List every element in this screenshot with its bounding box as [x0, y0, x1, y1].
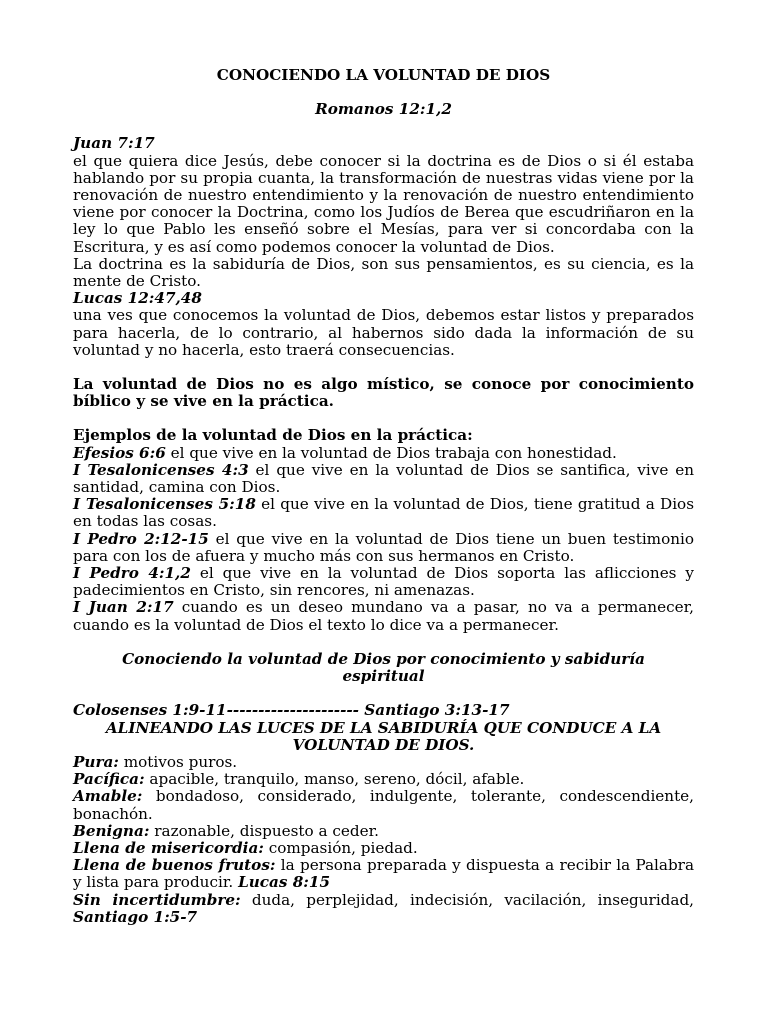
wisdom-list: [73, 754, 694, 926]
juan-paragraph: el que quiera dice Jesús, debe conocer si la doctrina es de Dios o si él estaba hablando por su propia cuanta, la transformación de nuestras vidas viene por la renovación de nuestro entendimiento y la renovación de nuestro entendimiento viene por conocer la Doctrina, como los Judíos de Berea que escudriñaron en la ley lo que Pablo les enseñó sobre el Mesías, para ver si concordaba con la Escritura, y es así como podemos conocer la voluntad de Dios.: [73, 151, 694, 256]
document-title: CONOCIENDO LA VOLUNTAD DE DIOS: [216, 66, 551, 84]
example-text: el que vive en la voluntad de Dios se santifica, vive en santidad, camina con Dios.: [73, 460, 694, 497]
wisdom-text: la persona preparada y dispuesta a recibir la Palabra y lista para producir.: [73, 856, 694, 892]
example-item: [73, 462, 694, 496]
subtitle-reference: Romanos 12:1,2: [315, 100, 452, 119]
wisdom-reference: Santiago 1:5-7: [73, 907, 198, 926]
example-item: [73, 599, 694, 633]
wisdom-text: razonable, dispuesto a ceder.: [149, 821, 380, 840]
example-text: el que vive en la voluntad de Dios, tiene gratitud a Dios en todas las cosas.: [73, 495, 694, 531]
example-item: [73, 531, 694, 565]
wisdom-text: apacible, tranquilo, manso, sereno, dócil, afable.: [144, 770, 525, 789]
wisdom-item-frutos: [73, 857, 694, 891]
scripture-references-line: Colosenses 1:9-11--------------------- Santiago 3:13-17: [73, 701, 510, 720]
example-reference: I Pedro 4:1,2: [73, 564, 191, 583]
section-title: Conociendo la voluntad de Dios por conocimiento y sabiduría espiritual: [122, 649, 645, 686]
wisdom-term: Pacífica:: [73, 770, 145, 789]
example-reference: I Pedro 2:12-15: [73, 529, 209, 548]
wisdom-item-pura: [73, 754, 694, 771]
wisdom-item-misericordia: [73, 840, 694, 857]
wisdom-reference: Lucas 8:15: [238, 873, 331, 892]
doctrina-paragraph: La doctrina es la sabiduría de Dios, son sus pensamientos, es su ciencia, es la mente de Cristo.: [73, 254, 694, 291]
juan-reference: Juan 7:17: [73, 134, 155, 153]
example-text: cuando es un deseo mundano va a pasar, no va a permanecer, cuando es la voluntad de Dios el texto lo dice va a permanecer.: [73, 598, 694, 634]
wisdom-text: motivos puros.: [118, 752, 238, 771]
wisdom-term: Sin incertidumbre:: [73, 890, 241, 909]
wisdom-item-amable: [73, 788, 694, 822]
wisdom-term: Llena de buenos frutos:: [73, 856, 276, 875]
example-item: [73, 565, 694, 599]
example-text: el que vive en la voluntad de Dios soporta las aflicciones y padecimientos en Cristo, sin rencores, ni amenazas.: [73, 564, 694, 600]
example-text: el que vive en la voluntad de Dios trabaja con honestidad.: [165, 443, 617, 462]
wisdom-text: bondadoso, considerado, indulgente, tolerante, condescendiente, bonachón.: [73, 787, 694, 823]
lucas-reference: Lucas 12:47,48: [73, 289, 202, 308]
example-text: el que vive en la voluntad de Dios tiene un buen testimonio para con los de afuera y mucho más con sus hermanos en Cristo.: [73, 529, 695, 565]
example-reference: I Tesalonicenses 5:18: [73, 495, 256, 514]
wisdom-text: duda, perplejidad, indecisión, vacilación, inseguridad,: [240, 890, 695, 909]
example-reference: Efesios 6:6: [73, 443, 166, 462]
wisdom-item-incertidumbre: [73, 892, 694, 926]
key-statement: La voluntad de Dios no es algo místico, se conoce por conocimiento bíblico y se vive en la práctica.: [73, 375, 694, 411]
wisdom-term: Pura:: [73, 752, 119, 771]
wisdom-text: compasión, piedad.: [263, 838, 418, 857]
wisdom-term: Amable:: [73, 787, 143, 806]
examples-list: [73, 445, 694, 634]
example-reference: I Juan 2:17: [73, 598, 174, 617]
example-item: [73, 445, 694, 462]
wisdom-item-pacifica: [73, 771, 694, 788]
example-reference: I Tesalonicenses 4:3: [73, 460, 249, 479]
alignment-title: ALINEANDO LAS LUCES DE LA SABIDURÍA QUE CONDUCE A LA VOLUNTAD DE DIOS.: [105, 718, 662, 754]
wisdom-term: Llena de misericordia:: [73, 838, 264, 857]
examples-heading: Ejemplos de la voluntad de Dios en la práctica:: [73, 426, 473, 445]
wisdom-item-benigna: [73, 823, 694, 840]
wisdom-term: Benigna:: [73, 821, 150, 840]
example-item: [73, 496, 694, 530]
lucas-paragraph: una ves que conocemos la voluntad de Dios, debemos estar listos y preparados para hacerla, de lo contrario, al habernos sido dada la información de su voluntad y no hacerla, esto traerá consecuencias.: [73, 306, 694, 359]
